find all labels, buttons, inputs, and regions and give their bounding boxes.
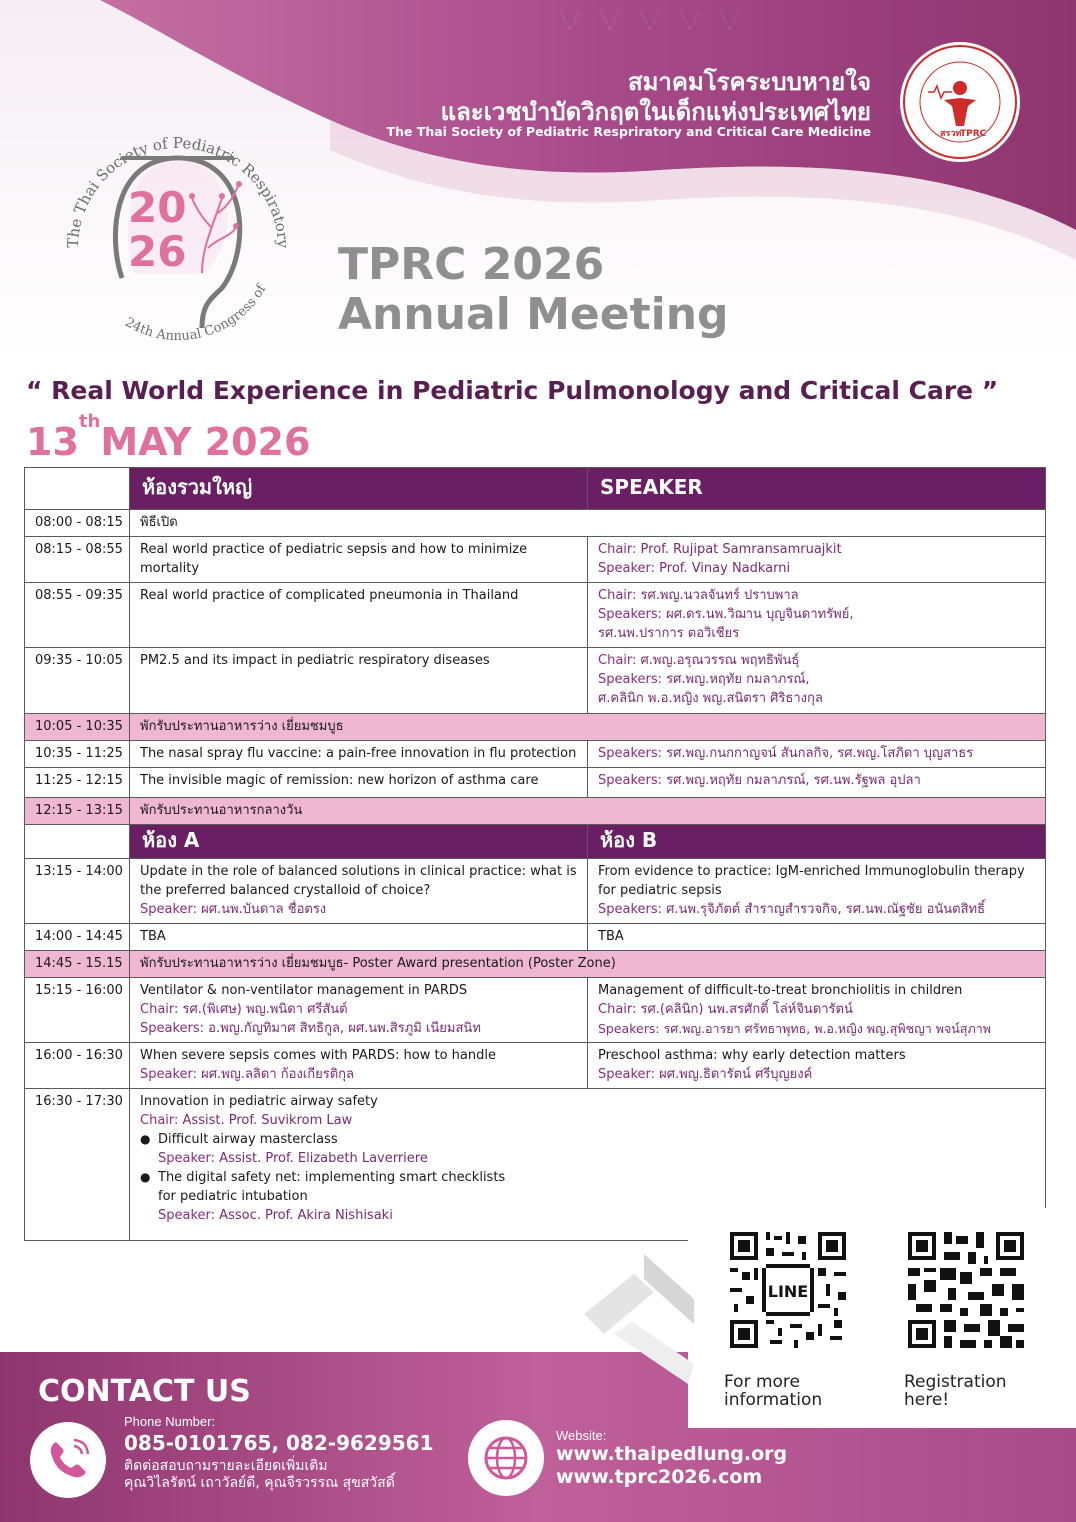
phone-icon	[28, 1420, 108, 1500]
break-row	[25, 951, 1046, 978]
row-time: 16:00 - 16:30	[25, 1043, 130, 1089]
speaker-name: อ.พญ.กัญทิมาศ สิทธิกูล, ผศ.นพ.สิรภูมิ เนียมสนิท	[208, 1021, 481, 1036]
line-qr-code[interactable]	[722, 1224, 854, 1356]
chair-label: Chair:	[598, 588, 637, 603]
registration-qr-label-line1: Registration	[904, 1372, 1007, 1392]
speaker-label: Speakers:	[598, 902, 663, 917]
table-row	[25, 924, 1046, 951]
row-time: 13:15 - 14:00	[25, 859, 130, 924]
row-topic: The invisible magic of remission: new horizon of asthma care	[130, 768, 588, 798]
qr-decor-arrows	[584, 1254, 694, 1384]
header-main-hall: ห้องรวมใหญ่	[130, 468, 588, 510]
society-name-english: The Thai Society of Pediatric Respriratory and Critical Care Medicine	[386, 124, 871, 139]
row-topic: พักรับประทานอาหารกลางวัน	[130, 798, 1046, 825]
congress-logo	[52, 98, 304, 356]
society-name-thai-line1: สมาคมโรคระบบหายใจ	[627, 68, 871, 96]
speaker-label: Speaker:	[598, 561, 656, 576]
row-time: 08:15 - 08:55	[25, 537, 130, 583]
speaker-label: Speaker:	[158, 1151, 216, 1166]
chair-label: Chair:	[598, 542, 637, 557]
speaker-label: Speaker:	[598, 1067, 656, 1082]
speaker-label: Speaker:	[158, 1208, 216, 1223]
session-item-continued: for pediatric intubation	[158, 1189, 308, 1204]
logo-year-top: 20	[128, 183, 187, 232]
break-row	[25, 714, 1046, 741]
seal-text-tprc: TPRC	[960, 129, 987, 139]
row-time: 15:15 - 16:00	[25, 978, 130, 1043]
header-blank-cell	[25, 825, 130, 859]
row-time: 09:35 - 10:05	[25, 648, 130, 714]
header-blank-cell	[25, 468, 130, 510]
session-topic: When severe sepsis comes with PARDS: how to handle	[140, 1048, 496, 1063]
table-row	[25, 859, 1046, 924]
phone-numbers[interactable]: 085-0101765, 082-9629561	[124, 1431, 434, 1455]
chair-name: รศ.พญ.นวลจันทร์ ปราบพาล	[640, 588, 799, 603]
line-qr-label-line1: For more	[724, 1372, 801, 1392]
schedule-table	[24, 467, 1046, 1241]
chair-name: ศ.พญ.อรุณวรรณ พฤทธิพันธุ์	[640, 653, 800, 668]
row-time: 11:25 - 12:15	[25, 768, 130, 798]
meeting-date	[26, 411, 311, 464]
chair-name: Assist. Prof. Suvikrom Law	[182, 1113, 353, 1128]
table-row	[25, 583, 1046, 648]
date-suffix: th	[78, 411, 101, 433]
row-speakers	[588, 768, 1046, 798]
contact-us-title: CONTACT US	[38, 1374, 251, 1409]
session-item: ● Difficult airway masterclass	[140, 1130, 1035, 1149]
congress-bottom-text: 24th Annual Congress of	[122, 282, 270, 345]
meeting-title-line1: TPRC 2026	[338, 239, 605, 290]
registration-qr-label-line2: here!	[904, 1390, 950, 1410]
row-topic: พักรับประทานอาหารว่าง เยี่ยมชมบูธ- Poster Award presentation (Poster Zone)	[130, 951, 1046, 978]
room-a-session	[130, 978, 588, 1043]
room-a-session: TBA	[130, 924, 588, 951]
table-row	[25, 537, 1046, 583]
speaker-name: รศ.นพ.ปราการ ตอวิเชียร	[598, 626, 740, 641]
speaker-label: Speaker:	[140, 902, 198, 917]
chair-label: Chair:	[598, 653, 637, 668]
room-b-session	[588, 978, 1046, 1043]
congress-ring-text: The Thai Society of Pediatric Respiratory	[63, 133, 293, 249]
row-time: 08:00 - 08:15	[25, 510, 130, 537]
chair-name: รศ.(พิเศษ) พญ.พนิดา ศรีสันต์	[182, 1002, 348, 1017]
date-month-year: MAY 2026	[100, 420, 311, 464]
row-speakers	[588, 537, 1046, 583]
row-speakers	[588, 583, 1046, 648]
speaker-name: รศ.พญ.หฤทัย กมลาภรณ์,	[666, 672, 810, 687]
session-topic: From evidence to practice: IgM-enriched Immunoglobulin therapy for pediatric sepsis	[598, 864, 1025, 898]
speaker-name: ผศ.นพ.บันดาล ชื่อตรง	[201, 902, 327, 917]
website-link-thaipedlung[interactable]: www.thaipedlung.org	[556, 1443, 788, 1465]
table-row	[25, 648, 1046, 714]
line-qr-label-line2: information	[724, 1390, 823, 1410]
row-topic: พักรับประทานอาหารว่าง เยี่ยมชมบูธ	[130, 714, 1046, 741]
room-b-session	[588, 859, 1046, 924]
row-topic: The nasal spray flu vaccine: a pain-free innovation in flu protection	[130, 741, 588, 768]
chair-label: Chair:	[140, 1002, 179, 1017]
registration-qr-label	[904, 1373, 1007, 1409]
break-row	[25, 798, 1046, 825]
speaker-label: Speakers:	[598, 746, 663, 761]
speaker-name: รศ.พญ.กนกกาญจน์ สันกลกิจ, รศ.พญ.โสภิดา บุญสาธร	[666, 746, 974, 761]
row-time: 10:35 - 11:25	[25, 741, 130, 768]
table-row	[25, 768, 1046, 798]
row-topic: Real world practice of complicated pneumonia in Thailand	[130, 583, 588, 648]
row-topic: PM2.5 and its impact in pediatric respiratory diseases	[130, 648, 588, 714]
speaker-label: Speakers:	[140, 1021, 205, 1036]
session-topic: Preschool asthma: why early detection matters	[598, 1048, 906, 1063]
session-item: ● The digital safety net: implementing smart checklists	[140, 1168, 1035, 1187]
room-b-session	[588, 1043, 1046, 1089]
speaker-label: Speakers:	[598, 672, 663, 687]
table-header-row	[25, 468, 1046, 510]
line-badge-text: LINE	[767, 1282, 809, 1302]
room-header-row	[25, 825, 1046, 859]
meeting-theme: “ Real World Experience in Pediatric Pulmonology and Critical Care ”	[26, 376, 999, 405]
website-link-tprc2026[interactable]: www.tprc2026.com	[556, 1466, 763, 1488]
speaker-name: ศ.คลินิก พ.อ.หญิง พญ.สนิตรา ศิริธางกุล	[598, 691, 823, 706]
speaker-name: รศ.พญ.หฤทัย กมลาภรณ์, รศ.นพ.รัฐพล อุปลา	[666, 773, 921, 788]
room-b-session: TBA	[588, 924, 1046, 951]
contact-info-line1: ติดต่อสอบถามรายละเอียดเพิ่มเติม	[124, 1458, 328, 1474]
speaker-name: Assist. Prof. Elizabeth Laverriere	[219, 1151, 428, 1166]
meeting-title-line2: Annual Meeting	[338, 289, 729, 340]
row-speakers	[588, 741, 1046, 768]
table-row	[25, 978, 1046, 1043]
speaker-label: Speakers:	[598, 773, 663, 788]
speaker-name: Assoc. Prof. Akira Nishisaki	[219, 1208, 393, 1223]
room-a-session	[130, 1043, 588, 1089]
speaker-name: ผศ.พญ.ลลิดา ก้องเกียรติกุล	[201, 1067, 354, 1082]
speaker-label: Speaker:	[140, 1067, 198, 1082]
chair-name: รศ.(คลินิก) นพ.สรศักดิ์ โล่ห์จินดารัตน์	[640, 1002, 853, 1017]
chair-label: Chair:	[598, 1002, 637, 1017]
session-topic: Update in the role of balanced solutions in clinical practice: what is the preferred balanced crystalloid of choice?	[140, 864, 577, 898]
chair-name: Prof. Rujipat Samransamruajkit	[640, 542, 842, 557]
row-topic: Real world practice of pediatric sepsis and how to minimize mortality	[130, 537, 588, 583]
row-speakers	[588, 648, 1046, 714]
session-topic: Innovation in pediatric airway safety	[140, 1094, 378, 1109]
date-day: 13	[26, 420, 79, 464]
row-time: 12:15 - 13:15	[25, 798, 130, 825]
contact-info-line2: คุณวิไลรัตน์ เถาวัลย์ดี, คุณจีรวรรณ สุขสวัสดิ์	[124, 1475, 395, 1491]
speaker-name: Prof. Vinay Nadkarni	[659, 561, 791, 576]
logo-year-bottom: 26	[128, 227, 187, 276]
table-row	[25, 510, 1046, 537]
society-seal-logo	[898, 40, 1022, 164]
line-qr-label	[724, 1373, 822, 1409]
website-label: Website:	[556, 1428, 607, 1443]
row-time: 14:45 - 15.15	[25, 951, 130, 978]
speaker-name: ผศ.ดร.นพ.วิฌาน บุญจินดาทรัพย์,	[666, 607, 854, 622]
table-row	[25, 741, 1046, 768]
room-a-session	[130, 859, 588, 924]
globe-icon	[466, 1418, 546, 1498]
row-time: 14:00 - 14:45	[25, 924, 130, 951]
session-topic: Ventilator & non-ventilator management in PARDS	[140, 983, 468, 998]
speaker-name: ศ.นพ.รุจิภัตต์ สำราญสำรวจกิจ, รศ.นพ.ณัฐชัย อนันตสิทธิ์	[666, 902, 986, 917]
table-row	[25, 1043, 1046, 1089]
session-topic: Management of difficult-to-treat bronchiolitis in children	[598, 983, 963, 998]
row-time: 08:55 - 09:35	[25, 583, 130, 648]
meeting-title	[338, 240, 729, 340]
phone-number-label: Phone Number:	[124, 1414, 216, 1429]
registration-qr-code[interactable]	[900, 1224, 1032, 1356]
chair-label: Chair:	[140, 1113, 179, 1128]
row-topic: พิธีเปิด	[130, 510, 1046, 537]
header-speaker: SPEAKER	[588, 468, 1046, 510]
speaker-name: รศ.พญ.อารยา ศรัทธาพุทธ, พ.อ.หญิง พญ.สุพิชญา พจน์สุภาพ	[663, 1021, 991, 1036]
row-time: 16:30 - 17:30	[25, 1089, 130, 1241]
header-room-a: ห้อง A	[130, 825, 588, 859]
seal-text-thai: สรวท	[940, 129, 962, 139]
speaker-name: ผศ.พญ.ธิดารัตน์ ศรีบุญยงค์	[659, 1067, 813, 1082]
society-name-thai-line2: และเวชบำบัดวิกฤตในเด็กแห่งประเทศไทย	[440, 98, 871, 126]
speaker-label: Speakers:	[598, 1021, 660, 1036]
header-room-b: ห้อง B	[588, 825, 1046, 859]
speaker-label: Speakers:	[598, 607, 663, 622]
row-time: 10:05 - 10:35	[25, 714, 130, 741]
